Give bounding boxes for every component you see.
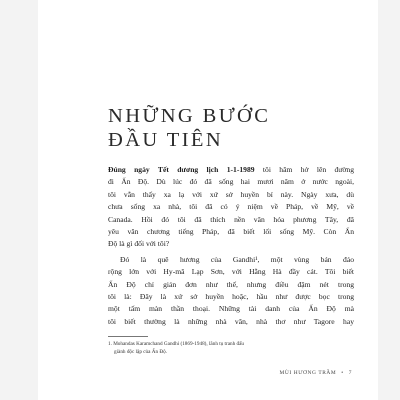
text-line: rộng lớn với Hy-mã Lạp Sơn, với Hằng Hà đầy cát. Tôi biết [108, 267, 354, 277]
page-number: 7 [348, 370, 352, 376]
text-line: Độ là gì đối với tôi? [108, 239, 170, 249]
footnote-line: 1. Mohandas Karamchand Gandhi (1869-1948), lãnh tụ tranh đấu [108, 341, 244, 347]
footnote [108, 340, 344, 356]
footnote-line: giành độc lập của Ấn Độ. [114, 349, 168, 355]
text-span: tôi hăm hở lên đường [254, 165, 354, 174]
running-title: MÙI HƯƠNG TRẦM [279, 370, 337, 376]
text-line: tôi biết thường là những nhà văn, nhà thơ như Tagore hay [108, 316, 354, 326]
chapter-title-line-1: NHỮNG BƯỚC [108, 104, 271, 127]
text-line: tôi vẫn thấy xa lạ với xứ sở huyền bí này. Ngày xưa, dù [108, 189, 354, 199]
chapter-title-line-2: ĐẦU TIÊN [108, 128, 224, 151]
text-line: đi Ấn Độ. Dù lúc đó đã sống hai mươi năm ở nước ngoài, [108, 177, 354, 187]
text-line: yêu văn chương tiếng Pháp, đã biết lối sống Mỹ. Còn Ấn [108, 227, 354, 237]
text-line: Canada. Hồi đó tôi đã thích nền văn hóa phương Tây, đã [108, 214, 354, 224]
lead-in-bold: Đúng ngày Tết dương lịch 1-1-1989 [108, 165, 255, 174]
chapter-title [108, 104, 348, 152]
text-line: tôi là: Đây là xứ sở huyền hoặc, hầu như được bọc trong [108, 292, 354, 302]
footer-separator: • [341, 370, 344, 376]
running-footer [268, 370, 352, 376]
body-text [108, 164, 354, 328]
text-line: Đó là quê hương của Gandhi¹, một vùng bán đảo [120, 254, 354, 264]
paragraph-1 [108, 164, 354, 251]
paragraph-2 [108, 254, 354, 328]
text-line: chưa sống xa nhà, tôi đã có ý niệm về Pháp, về Mỹ, về [108, 202, 354, 212]
text-line: Ấn Độ chỉ giản đơn như thế, nhưng điều đậm nét trong [108, 279, 354, 289]
text-line: một tấm màn thần thoại. Những tài danh của Ấn Độ mà [108, 304, 354, 314]
footnote-divider [108, 336, 148, 337]
text-line [108, 164, 354, 176]
